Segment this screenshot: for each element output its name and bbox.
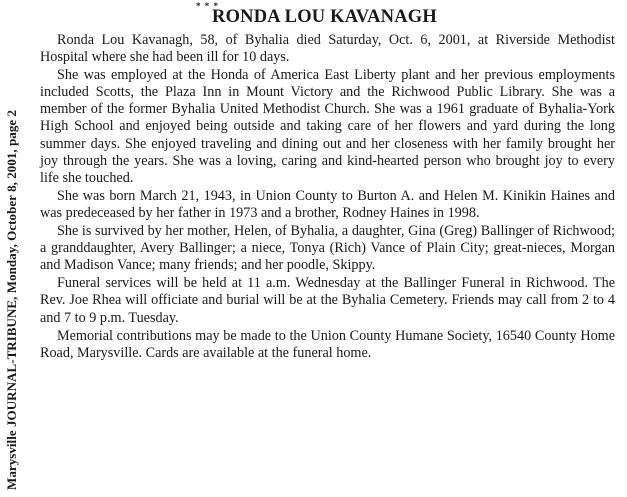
paragraph-funeral: Funeral services will be held at 11 a.m. Wednesday at the Ballinger Funeral in Richwood. The Rev. Joe Rhea will officiate and burial will be at the Byhalia Cemetery. Friends may call from 2 to 4 and 7 to 9 p.m. Tuesday. bbox=[40, 275, 615, 326]
newspaper-source-caption: Marysville JOURNAL-TRIBUNE, Monday, October 8, 2001, page 2 bbox=[4, 109, 19, 490]
paragraph-death-notice: Ronda Lou Kavanagh, 58, of Byhalia died Saturday, Oct. 6, 2001, at Riverside Methodist Hospital where she had been ill for 10 days. bbox=[40, 32, 615, 66]
paragraph-memorial: Memorial contributions may be made to the Union County Humane Society, 16540 County Home Road, Marysville. Cards are available at the funeral home. bbox=[40, 327, 615, 361]
obituary-title: RONDA LOU KAVANAGH bbox=[212, 7, 437, 27]
paragraph-life-details: She was employed at the Honda of America East Liberty plant and her previous employments included Scotts, the Plaza Inn in Mount Victory and the Richwood Public Library. She was a member of the former Byhalia United Methodist Church. She was a 1961 graduate of Byhalia-York High School and enjoyed being outside and taking care of her flowers and yard during the long summer days. She enjoyed traveling and dining out and her closeness with her family brought her joy through the years. She was a loving, caring and kind-hearted person who brought joy to every life she touched. bbox=[40, 67, 615, 186]
paragraph-birth: She was born March 21, 1943, in Union County to Burton A. and Helen M. Kinikin Haines and was predeceased by her father in 1973 and a brother, Rodney Haines in 1998. bbox=[40, 187, 615, 221]
obituary-body bbox=[40, 32, 615, 363]
top-marks: * * * bbox=[196, 1, 219, 11]
paragraph-survivors: She is survived by her mother, Helen, of Byhalia, a daughter, Gina (Greg) Ballinger of Richwood; a granddaughter, Avery Ballinger; a niece, Tonya (Rich) Vance of Plain City; great-nieces, Morgan and Madison Vance; many friends; and her poodle, Skippy. bbox=[40, 223, 615, 274]
